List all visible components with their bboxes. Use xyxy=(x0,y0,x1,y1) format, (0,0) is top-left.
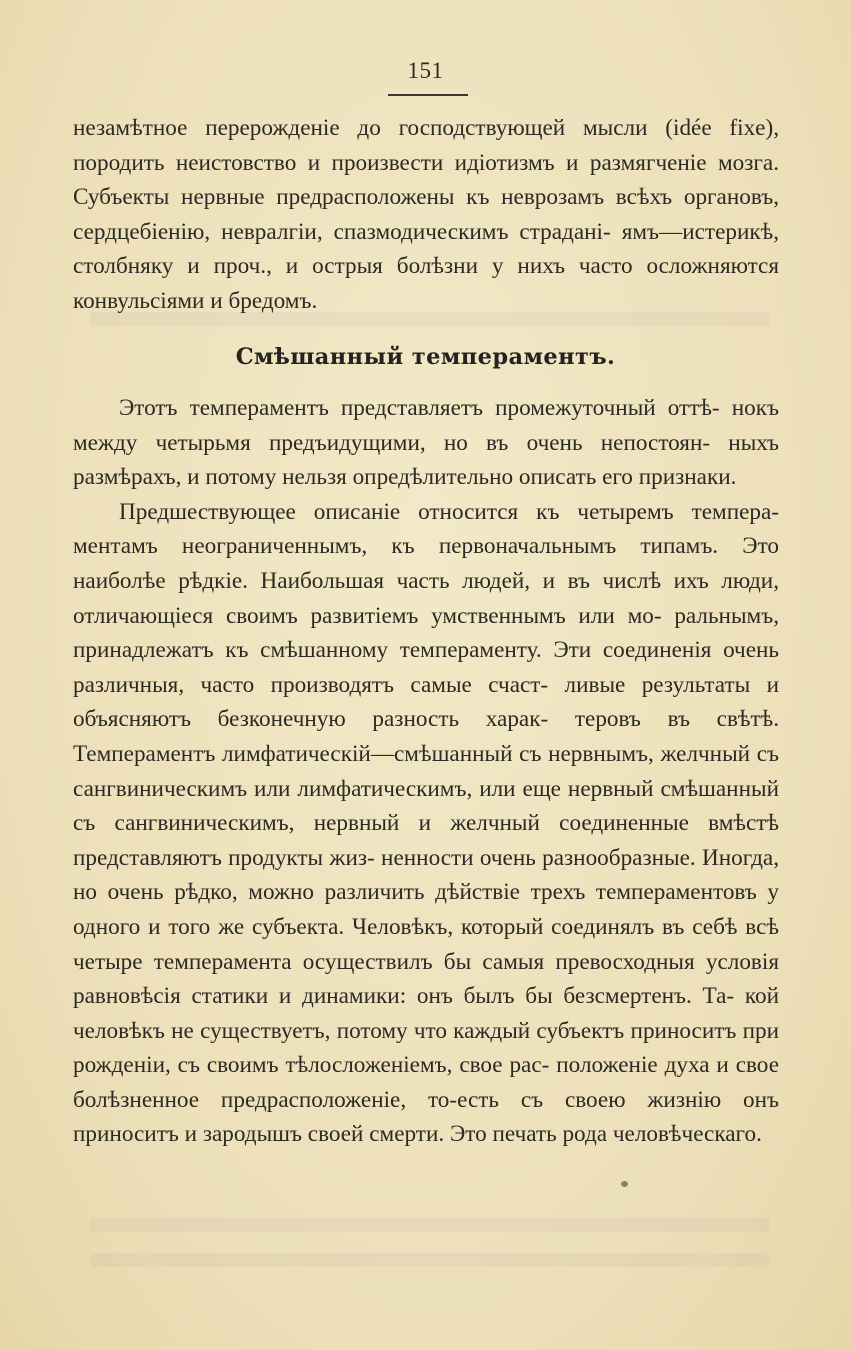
text-line: часто осложняются конвульсіями и бредомъ. xyxy=(73,253,779,314)
show-through-stain xyxy=(90,1253,770,1267)
text-paragraph xyxy=(73,495,779,1152)
page-number: 151 xyxy=(407,58,444,83)
text-line: соединенія очень различныя, часто производятъ самые счаст- xyxy=(73,637,779,698)
section-heading: Смѣшанный темпераментъ. xyxy=(235,344,616,370)
text-line: нокъ между четырьмя предъидущими, но въ очень непостоян- xyxy=(73,395,779,456)
text-line: печать рода человѣческаго. xyxy=(492,1121,762,1148)
text-line: различить дѣйствіе трехъ темпераментовъ у одного и того же xyxy=(73,879,780,940)
text-line: ямъ—истерикѣ, столбняку и проч., и острыя болѣзни у нихъ xyxy=(73,218,780,280)
text-line: незамѣтное перерожденіе до господствующей мысли (idée fixe), xyxy=(73,115,779,141)
text-line: ныхъ размѣрахъ, и потому нельзя опредѣлительно описать его xyxy=(73,429,779,491)
text-line: темперамента осуществилъ бы самыя превосходныя условія xyxy=(153,948,779,975)
text-line: нервнымъ, желчный съ сангвиническимъ или лимфатическимъ, xyxy=(73,740,780,802)
show-through-stain xyxy=(90,1218,770,1232)
text-paragraph xyxy=(73,111,779,319)
text-line: признаки. xyxy=(638,464,737,491)
text-line: мозга. Субъекты нервные предрасположены къ неврозамъ всѣхъ xyxy=(73,149,779,211)
text-line: наиболѣе рѣдкіе. Наибольшая часть людей, и въ числѣ ихъ xyxy=(73,567,722,594)
text-line: люди, отличающіеся своимъ развитіемъ умственнымъ или мо- xyxy=(73,567,779,629)
text-line: теровъ въ свѣтѣ. Темпераментъ лимфатическій—смѣшанный съ xyxy=(73,706,780,767)
text-line: кой человѣкъ не существуетъ, потому что каждый субъектъ xyxy=(73,983,779,1044)
text-line: ливые результаты и объясняютъ безконечную разность харак- xyxy=(73,671,780,733)
text-line: съ своею жизнію онъ приноситъ и зародышъ своей смерти. Это xyxy=(73,1086,779,1148)
ink-spot xyxy=(621,1181,628,1187)
text-line: породить неистовство и произвести идіотизмъ и размягченіе xyxy=(73,149,718,176)
text-line: органовъ, сердцебіенію, невралгіи, спазмодическимъ страданi- xyxy=(73,184,779,245)
text-line: субъекта. Человѣкъ, который соединялъ въ себѣ всѣ четыре xyxy=(73,913,779,975)
text-line: Предшествующее описаніе относится къ четыремъ темпера- xyxy=(119,498,779,525)
text-line: равновѣсія статики и динамики: онъ былъ бы безсмертенъ. Та- xyxy=(73,983,735,1010)
text-line: приноситъ при рожденіи, съ своимъ тѣлосложеніемъ, свое рас- xyxy=(73,1017,779,1079)
text-line: или еще нервный смѣшанный съ сангвиническимъ, нервный xyxy=(73,775,779,837)
text-line: и желчный соединенные вмѣстѣ представляютъ продукты жиз- xyxy=(73,810,779,871)
text-line: положеніе духа и свое болѣзненное предрасположеніе, то-есть xyxy=(73,1052,779,1113)
text-line: ненности очень разнообразные. Иногда, но очень рѣдко, можно xyxy=(73,844,779,906)
intro-paragraph xyxy=(73,111,779,319)
section-body xyxy=(73,391,779,1152)
text-line: ральнымъ, принадлежатъ къ смѣшанному темпераменту. Эти xyxy=(73,602,779,664)
page-number-underline xyxy=(388,94,468,96)
text-line: ментамъ неограниченнымъ, къ первоначальнымъ типамъ. Это xyxy=(73,533,779,560)
text-line: Этотъ темпераментъ представляетъ промежуточный оттѣ- xyxy=(119,395,720,421)
text-paragraph xyxy=(73,391,779,495)
